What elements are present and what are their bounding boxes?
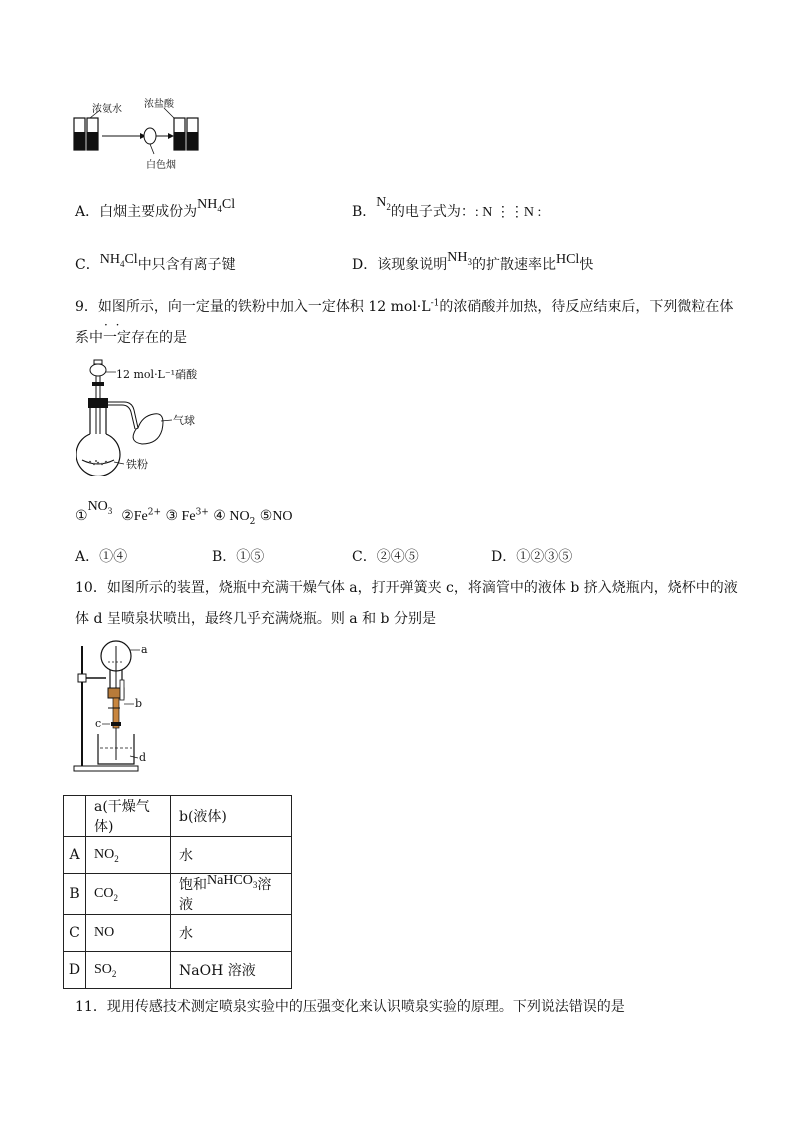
label-balloon: 气球 [173,414,195,427]
q8-option-c[interactable]: C．$NH_4Cl$中只含有离子键 [75,252,236,273]
table-row[interactable] [64,874,292,915]
q10-answer-table [63,795,292,989]
table-row[interactable] [64,837,292,874]
gas-cell: $CO_2$ [86,874,171,915]
q9-option-c[interactable]: C．②④⑤ [352,549,419,565]
q8-option-d[interactable]: D．该现象说明$NH_3$的扩散速率比HCl快 [352,250,594,273]
emphasis-dots: · · [104,318,122,332]
liquid-cell: 水 [171,837,292,874]
q10-stem-line2: 体 d 呈喷泉状喷出，最终几乎充满烧瓶。则 a 和 b 分别是 [75,611,436,627]
label-ammonia: 浓氨水 [92,104,122,115]
label-clip-c: c [95,717,102,730]
label-nitric-acid: 12 mol·L⁻¹硝酸 [116,368,198,381]
table-header-cell [64,796,86,837]
gas-cell: $NO_2$ [86,837,171,874]
label-iron-powder: 铁粉 [126,458,148,471]
q9-species-list: $①NO_3$ $②Fe^{2+}$ ③ $Fe^{3+}$ ④ $NO_2$ ⑤NO [75,499,293,527]
q9-option-b[interactable]: B．①⑤ [212,549,265,565]
q11-stem-line1: 11．现用传感技术测定喷泉实验中的压强变化来认识喷泉实验的原理。下列说法错误的是 [75,999,625,1015]
q10-stem-line1: 10．如图所示的装置，烧瓶中充满干燥气体 a，打开弹簧夹 c，将滴管中的液体 b 挤入烧瓶内，烧杯中的液 [75,580,738,596]
q9-stem-line2: 系中一定存在的是 [75,330,187,346]
liquid-cell: 饱和NaHCO$_3$溶液 [171,874,292,915]
q8-option-b[interactable]: B．$N_2$的电子式为：: N ⋮⋮N : [352,195,542,220]
row-key: B [64,874,86,915]
table-header-cell: a(干燥气体) [86,796,171,837]
table-row[interactable] [64,952,292,989]
row-key: A [64,837,86,874]
liquid-cell: NaOH 溶液 [171,952,292,989]
table-header-row [64,796,292,837]
table-header-cell: b(液体) [171,796,292,837]
q8-option-a[interactable]: A．白烟主要成份为$NH_4Cl$ [75,197,236,220]
hcl-bottle [174,118,198,150]
gas-cell: NO [86,915,171,952]
label-smoke: 白色烟 [146,160,176,171]
fountain-apparatus-figure [70,636,180,776]
label-liquid-d: d [139,751,147,764]
q9-option-d[interactable]: D．①②③⑤ [491,549,573,565]
q9-option-a[interactable]: A．①④ [75,549,128,565]
gas-cell: $SO_2$ [86,952,171,989]
row-key: C [64,915,86,952]
liquid-cell: 水 [171,915,292,952]
label-gas-a: a [141,643,148,656]
table-row[interactable] [64,915,292,952]
label-hcl: 浓盐酸 [144,99,174,110]
row-key: D [64,952,86,989]
label-liquid-b: b [135,697,143,710]
ammonia-bottle [74,118,98,150]
q9-stem-line1: 9．如图所示，向一定量的铁粉中加入一定体积 12 $mol\cdot L^{-1}$的浓硝酸并加热，待反应结束后，下列微粒在体 [75,298,734,315]
